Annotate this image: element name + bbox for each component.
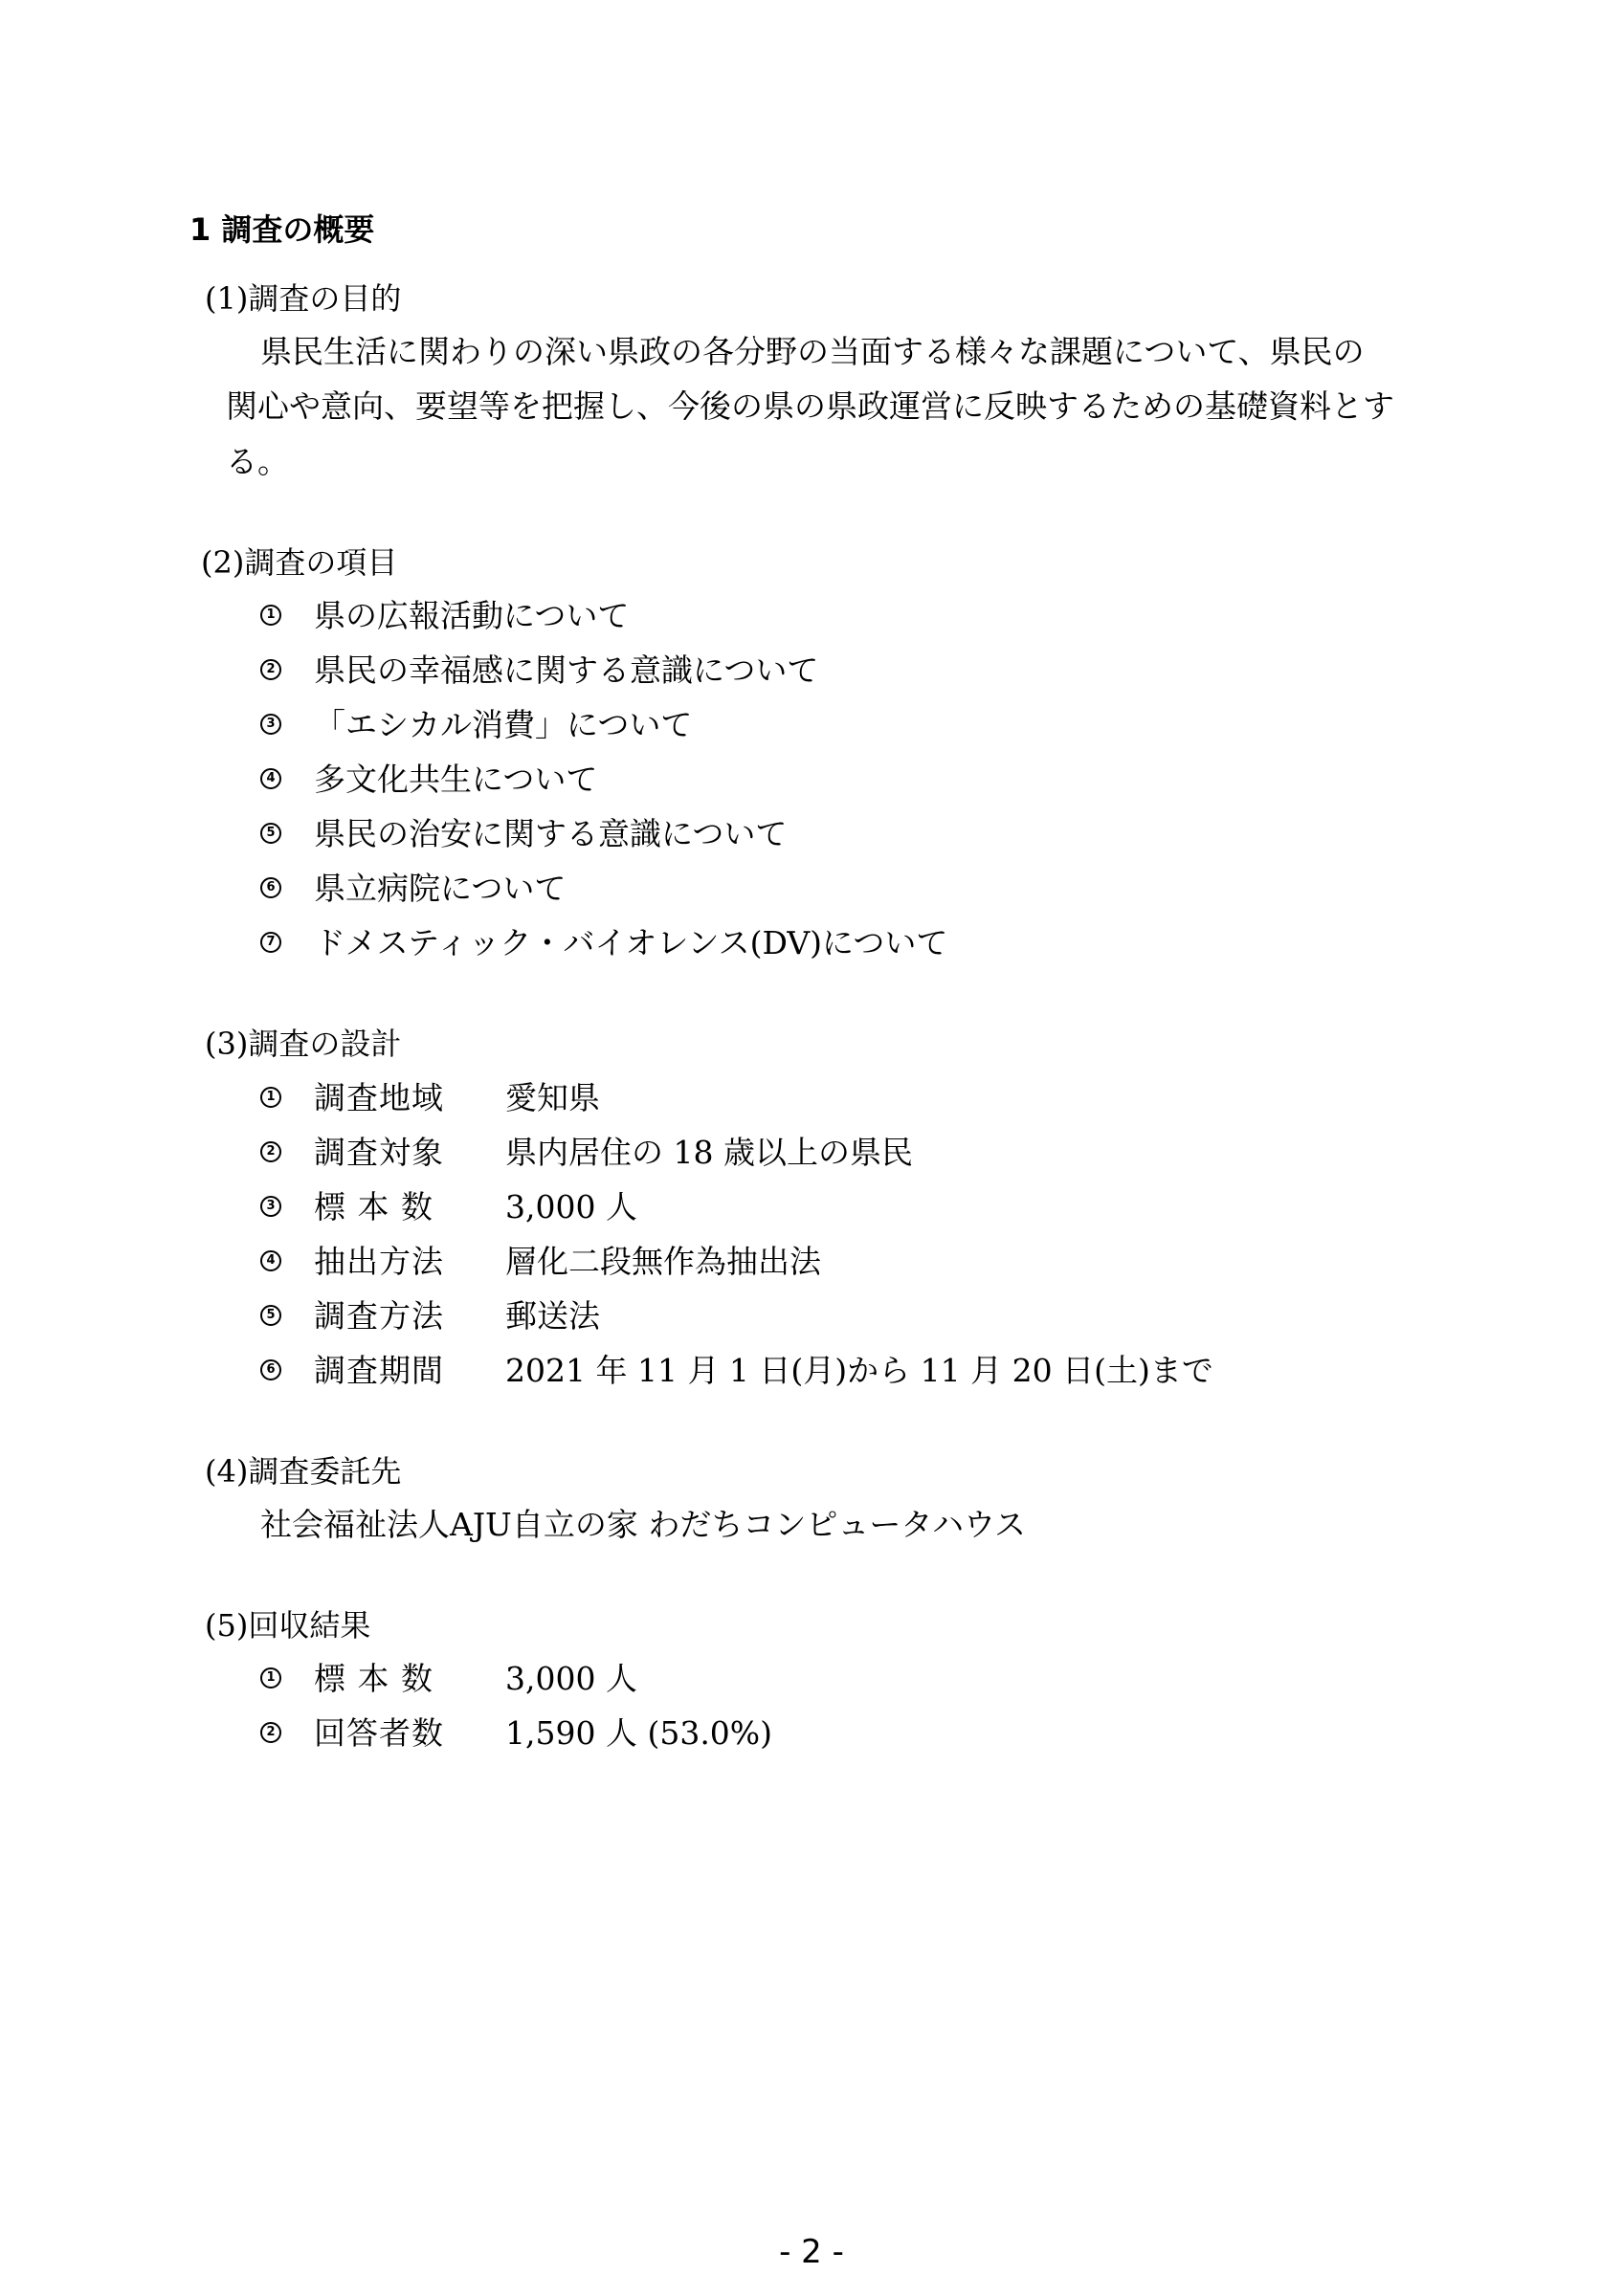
item-text: 「エシカル消費」について: [314, 706, 693, 743]
design-row: [260, 1241, 821, 1283]
circled-number: 4: [260, 1250, 281, 1271]
circled-number: 6: [260, 877, 281, 898]
circled-number: 3: [260, 714, 281, 735]
design-label: 調査地域: [314, 1079, 444, 1116]
design-label: 標 本 数: [314, 1188, 434, 1225]
design-value: 愛知県: [505, 1079, 600, 1116]
item-text: 多文化共生について: [314, 761, 598, 798]
design-row: [260, 1186, 637, 1228]
item-text: ドメスティック・バイオレンス(DV)について: [314, 924, 948, 961]
results-title: (5)回収結果: [205, 1607, 371, 1644]
design-row: [260, 1350, 1213, 1392]
circled-number: 3: [260, 1196, 281, 1217]
circled-number: 5: [260, 1305, 281, 1326]
design-value: 県内居住の 18 歳以上の県民: [505, 1134, 913, 1171]
circled-number: 1: [260, 1087, 281, 1108]
results-label: 回答者数: [314, 1714, 444, 1752]
design-row: [260, 1132, 913, 1174]
design-title: (3)調査の設計: [205, 1026, 402, 1062]
list-item: [260, 868, 567, 910]
results-value: 3,000 人: [505, 1660, 637, 1697]
results-value: 1,590 人 (53.0%): [505, 1714, 773, 1752]
design-row: [260, 1295, 600, 1337]
design-value: 層化二段無作為抽出法: [505, 1243, 821, 1280]
purpose-line-1: 県民生活に関わりの深い県政の各分野の当面する様々な課題について、県民の: [260, 333, 1365, 370]
contractor-name: 社会福祉法人AJU自立の家 わだちコンピュータハウス: [260, 1506, 1027, 1543]
list-item: [260, 759, 598, 801]
contractor-title: (4)調査委託先: [205, 1453, 402, 1490]
circled-number: 5: [260, 823, 281, 844]
section-heading: 1 調査の概要: [189, 211, 375, 248]
circled-number: 1: [260, 605, 281, 626]
page-number: - 2 -: [779, 2233, 844, 2271]
design-value: 2021 年 11 月 1 日(月)から 11 月 20 日(土)まで: [505, 1352, 1213, 1389]
results-label: 標 本 数: [314, 1660, 434, 1697]
circled-number: 4: [260, 768, 281, 789]
circled-number: 2: [260, 659, 281, 680]
item-text: 県の広報活動について: [314, 597, 630, 634]
list-item: [260, 704, 693, 746]
list-item: [260, 813, 788, 855]
item-text: 県民の幸福感に関する意識について: [314, 651, 819, 689]
design-value: 3,000 人: [505, 1188, 637, 1225]
purpose-title: (1)調査の目的: [205, 280, 402, 317]
items-title: (2)調査の項目: [201, 544, 398, 581]
circled-number: 7: [260, 932, 281, 953]
design-label: 調査方法: [314, 1297, 444, 1335]
results-row: [260, 1658, 637, 1700]
item-text: 県立病院について: [314, 870, 567, 907]
purpose-line-3: る。: [226, 443, 289, 480]
item-text: 県民の治安に関する意識について: [314, 815, 788, 852]
results-row: [260, 1712, 773, 1755]
circled-number: 2: [260, 1141, 281, 1162]
design-label: 抽出方法: [314, 1243, 444, 1280]
purpose-line-2: 関心や意向、要望等を把握し、今後の県の県政運営に反映するための基礎資料とす: [226, 387, 1394, 425]
design-row: [260, 1077, 600, 1119]
design-label: 調査対象: [314, 1134, 444, 1171]
list-item: [260, 922, 948, 964]
circled-number: 2: [260, 1722, 281, 1743]
list-item: [260, 650, 819, 692]
circled-number: 6: [260, 1359, 281, 1380]
circled-number: 1: [260, 1667, 281, 1689]
design-value: 郵送法: [505, 1297, 600, 1335]
design-label: 調査期間: [314, 1352, 444, 1389]
list-item: [260, 595, 630, 637]
